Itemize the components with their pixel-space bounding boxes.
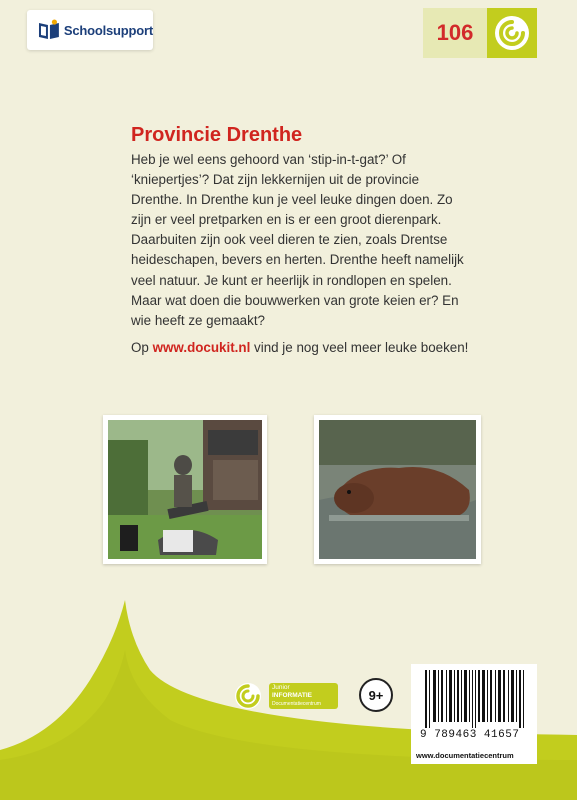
series-logo	[233, 681, 338, 711]
page-title: Provincie Drenthe	[131, 124, 303, 146]
book-number-badge	[423, 8, 537, 58]
series-line3: Documentatiecentrum	[272, 701, 321, 707]
series-label	[269, 683, 338, 709]
book-number: 106	[423, 8, 487, 58]
publisher-logo	[27, 10, 153, 50]
book-icon	[37, 19, 61, 41]
spiral-icon	[492, 13, 532, 53]
website-line	[131, 340, 476, 355]
website-prefix: Op	[131, 340, 153, 355]
website-footer: www.documentatiecentrum	[411, 749, 537, 763]
statue-photo	[103, 415, 267, 564]
series-line1: Junior	[272, 684, 290, 691]
website-suffix: vind je nog veel meer leuke boeken!	[250, 340, 469, 355]
barcode-bars	[411, 664, 537, 730]
beaver-photo	[314, 415, 481, 564]
publisher-name: Schoolsupport	[63, 22, 153, 38]
age-badge: 9+	[359, 678, 393, 712]
intro-paragraph: Heb je wel eens gehoord van ‘stip-in-t-gat?’ Of ‘kniepertjes’? Dat zijn lekkernijen uit de provincie Drenthe. In Drenthe kun je veel leuke dingen doen. Zo zijn er veel pretparken en is er een groot dierenpark. Daarbuiten zijn ook veel dieren te zien, zoals Drentse heideschapen, bevers en herten. Drenthe heeft namelijk veel natuur. Je kunt er heerlijk in rondlopen en spelen. Maar wat doen die bouwwerken van grote keien er? En wie heeft ze gemaakt?	[131, 152, 464, 328]
series-line2: INFORMATIE	[272, 692, 312, 699]
intro-text	[131, 150, 476, 331]
isbn-digits: 9 789463 41657	[420, 729, 530, 741]
series-spiral-icon	[233, 681, 267, 711]
website-link[interactable]: www.docukit.nl	[152, 340, 251, 355]
